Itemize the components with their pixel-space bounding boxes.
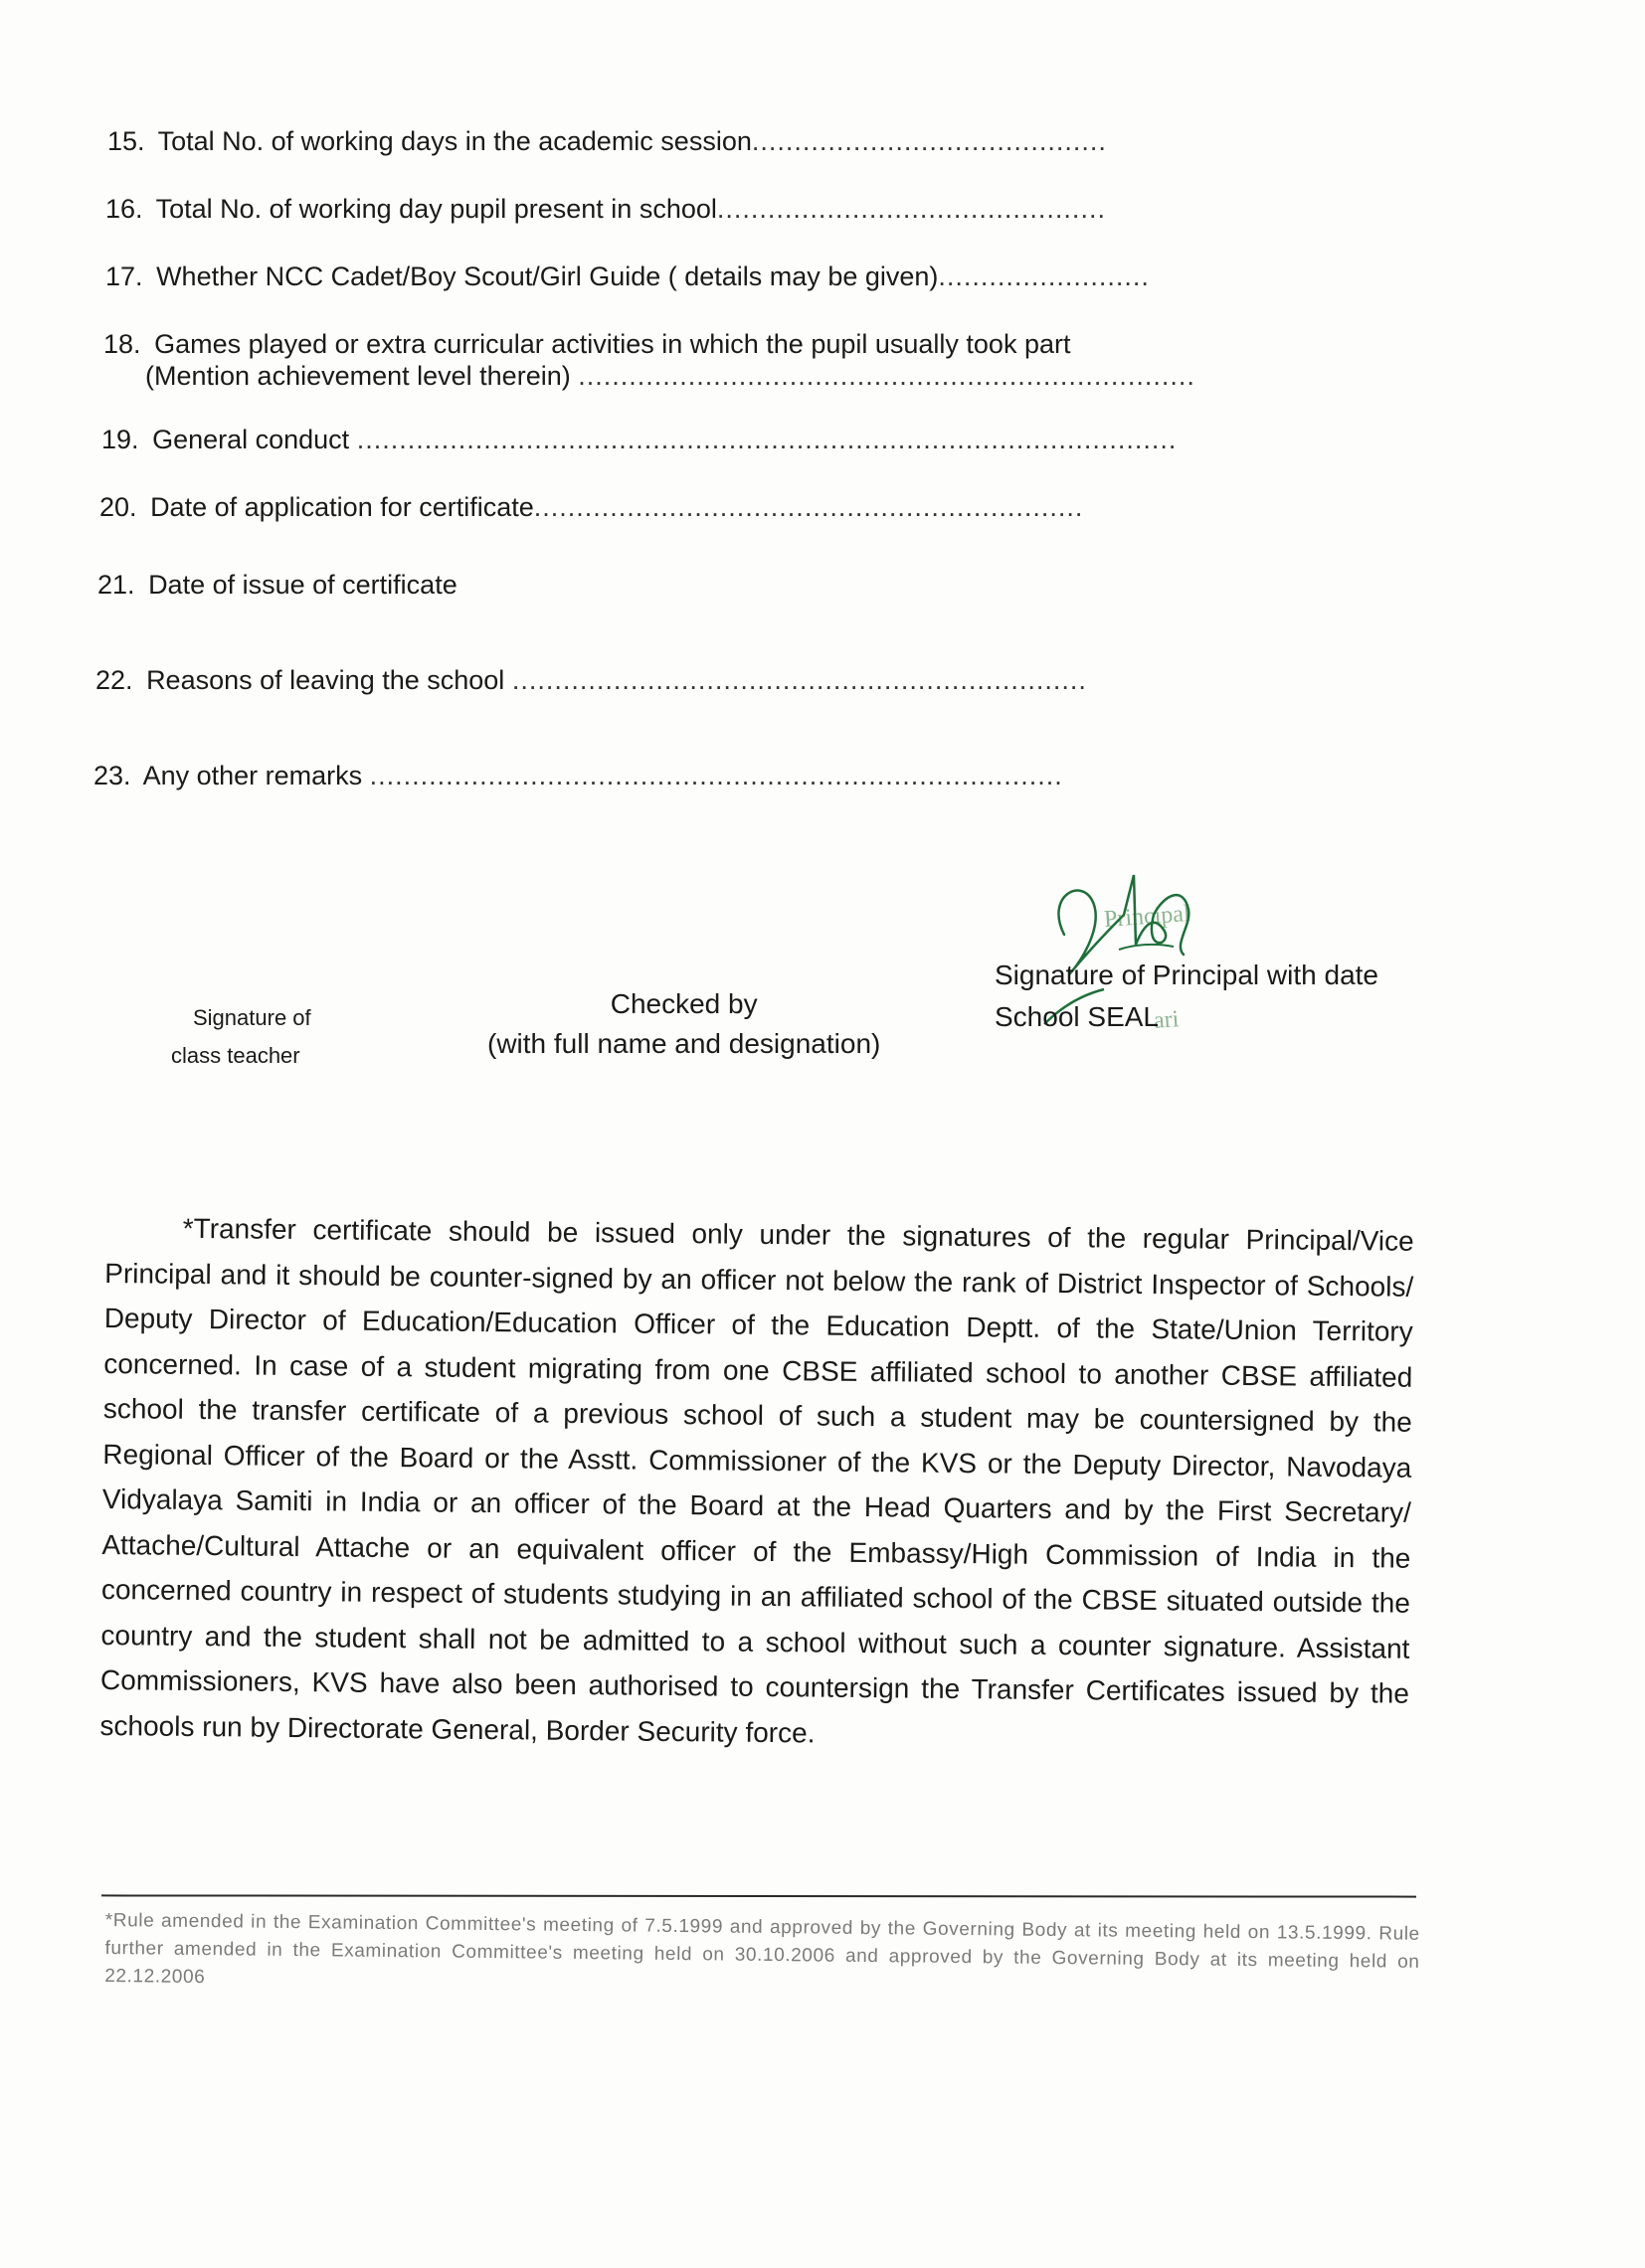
field-dots: .................................................................................. bbox=[369, 761, 1063, 790]
footnote: *Rule amended in the Examination Committee's meeting of 7.5.1999 and approved by the Governing Body at its meeting held on 13.5.1999. Rule further amended in the Examination Committee's meeting held on 30.10.2006 and approved by the Governing Body at its meeting held on 22.12.2006 bbox=[104, 1909, 1420, 1989]
field-dots: ......................... bbox=[938, 262, 1150, 291]
field-16 bbox=[105, 193, 1106, 225]
field-19 bbox=[101, 424, 1177, 455]
footnote-divider bbox=[101, 1894, 1416, 1897]
field-sublabel-text: (Mention achievement level therein) bbox=[145, 361, 571, 391]
field-21 bbox=[97, 569, 457, 601]
class-teacher-signature bbox=[171, 999, 311, 1075]
field-18 bbox=[103, 328, 1195, 392]
checked-caption-line2: (with full name and designation) bbox=[487, 1028, 881, 1059]
field-22 bbox=[95, 664, 1087, 696]
field-number: 21. bbox=[97, 570, 135, 600]
field-sublabel bbox=[103, 360, 1195, 392]
note-indent bbox=[105, 1237, 183, 1238]
field-number: 18. bbox=[103, 329, 141, 359]
checked-by-signature bbox=[487, 984, 880, 1064]
field-label: Whether NCC Cadet/Boy Scout/Girl Guide ( details may be given) bbox=[156, 262, 939, 291]
field-17 bbox=[105, 261, 1150, 292]
field-label: Total No. of working days in the academic session bbox=[157, 126, 752, 156]
stamp-line2: ari bbox=[1153, 1006, 1181, 1034]
field-number: 15. bbox=[107, 126, 145, 156]
principal-caption-line2: School SEAL bbox=[995, 1001, 1159, 1032]
transfer-certificate-note bbox=[99, 1205, 1414, 1762]
field-15 bbox=[107, 125, 1107, 157]
field-dots: .............................................. bbox=[716, 194, 1106, 224]
field-dots: .......................................... bbox=[751, 126, 1107, 156]
field-dots: .................................................................... bbox=[511, 665, 1087, 695]
field-label: Reasons of leaving the school bbox=[146, 665, 505, 695]
field-dots: ................................................................. bbox=[533, 492, 1084, 522]
stamp-line1: Principal bbox=[1103, 901, 1191, 933]
principal-caption-line1: Signature of Principal with date bbox=[995, 960, 1378, 990]
field-20 bbox=[99, 491, 1083, 523]
field-label: General conduct bbox=[152, 425, 350, 454]
checked-caption-line1: Checked by bbox=[610, 988, 758, 1019]
field-number: 22. bbox=[95, 665, 133, 695]
field-label: Date of issue of certificate bbox=[148, 570, 457, 600]
field-23 bbox=[93, 760, 1063, 791]
field-dots: ................................................................................................. bbox=[356, 425, 1178, 454]
teacher-caption-line2: class teacher bbox=[171, 1043, 300, 1068]
field-label: Total No. of working day pupil present in school bbox=[155, 194, 717, 224]
field-number: 17. bbox=[105, 262, 143, 291]
school-stamp bbox=[1103, 892, 1192, 942]
principal-signature bbox=[995, 955, 1378, 1038]
field-number: 20. bbox=[99, 492, 137, 522]
teacher-caption-line1: Signature of bbox=[193, 1005, 311, 1030]
field-dots: ......................................................................... bbox=[578, 361, 1195, 391]
field-label: Any other remarks bbox=[142, 761, 363, 790]
field-label: Games played or extra curricular activities in which the pupil usually took part bbox=[154, 329, 1071, 359]
field-number: 23. bbox=[93, 761, 131, 790]
note-text: *Transfer certificate should be issued only under the signatures of the regular Principal/Vice Principal and it should be counter-signed by an officer not below the rank of District Inspector of Schools/ Deputy Director of Education/Education Officer of the Education Deptt. of the State/Union Territory concerned. In case of a student migrating from one CBSE affiliated school to another CBSE affiliated school the transfer certificate of a previous school of such a student may be countersigned by the Regional Officer of the Board or the Asstt. Commissioner of the KVS or the Deputy Director, Navodaya Vidyalaya Samiti in India or an officer of the Board at the Head Quarters and by the First Secretary/ Attache/Cultural Attache or an equivalent officer of the Embassy/High Commission of India in the concerned country in respect of students studying in an affiliated school of the CBSE situated outside the country and the student shall not be admitted to a school without such a counter signature. Assistant Commissioners, KVS have also been authorised to countersign the Transfer Certificates issued by the schools run by Directorate General, Border Security force. bbox=[99, 1212, 1414, 1748]
field-number: 16. bbox=[105, 194, 143, 224]
field-number: 19. bbox=[101, 425, 139, 454]
field-label: Date of application for certificate bbox=[150, 492, 534, 522]
